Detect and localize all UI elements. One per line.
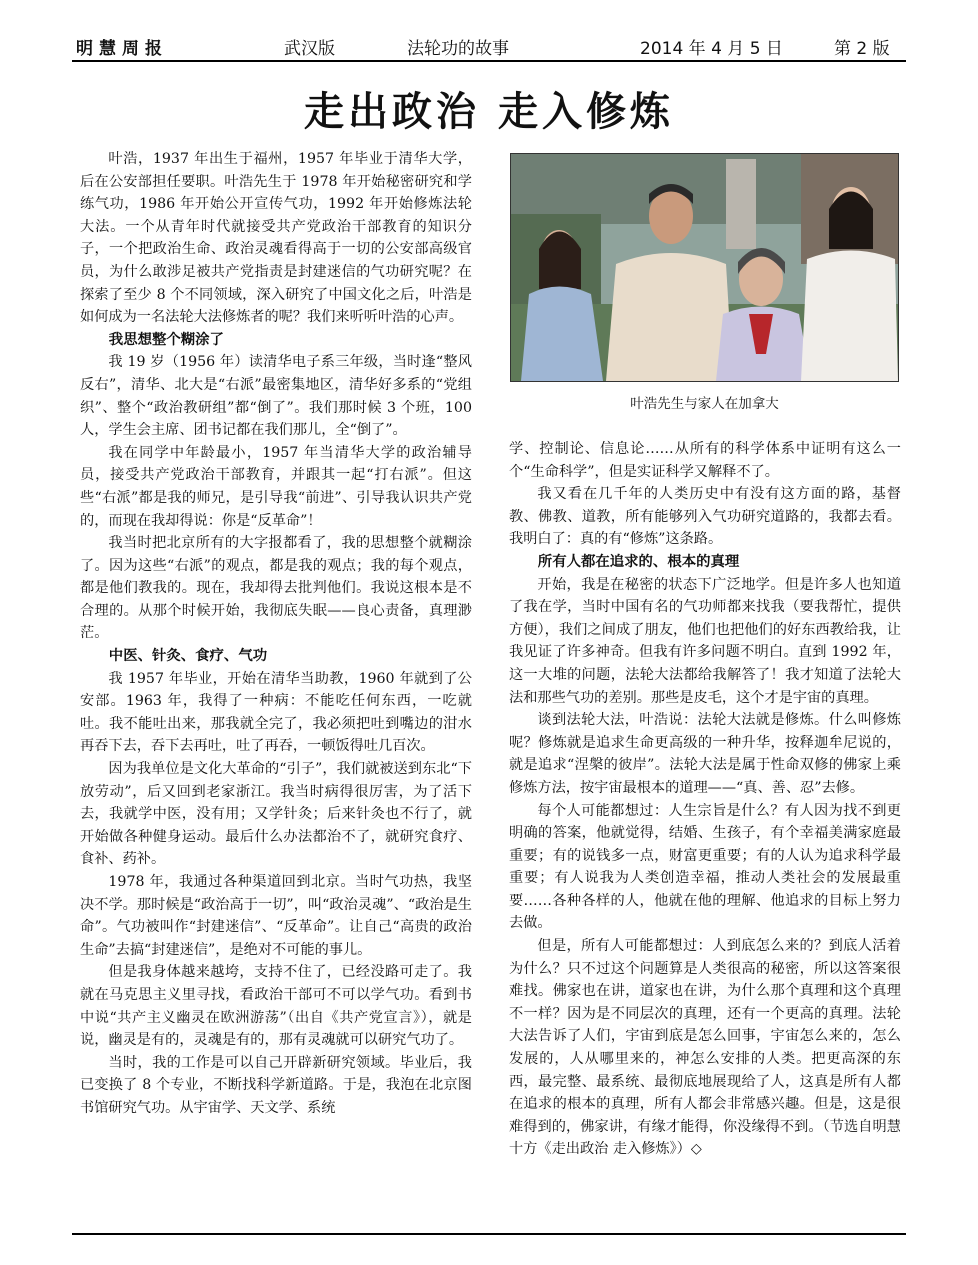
- family-photo-illustration: [511, 154, 898, 381]
- section-heading: 我思想整个糊涂了: [108, 331, 224, 348]
- section-label: 法轮功的故事: [407, 39, 509, 59]
- right-column: [509, 438, 901, 1161]
- issue-date: 2014 年 4 月 5 日: [640, 39, 783, 59]
- article-paragraph: 我 1957 年毕业，开始在清华当助教，1960 年就到了公安部。1963 年，我得了一种病：不能吃任何东西，一吃就吐。我不能吐出来，那我就全完了，我必须把吐到嘴边的泔水再吞下去，吞下去再吐，吐了再吞，一顿饭得吐几百次。: [80, 670, 472, 755]
- article-paragraph: 每个人可能都想过：人生宗旨是什么？有人因为找不到更明确的答案，他就觉得，结婚、生孩子，有个幸福美满家庭最重要；有的说钱多一点，财富更重要；有的人认为追求科学最重要；有人说我为人类创造幸福，推动人类社会的发展最重要……各种各样的人，他就在他的理解、他追求的目标上努力去做。: [509, 802, 901, 932]
- publication-name: 明慧周报: [76, 39, 168, 59]
- article-paragraph: 谈到法轮大法，叶浩说：法轮大法就是修炼。什么叫修炼呢？修炼就是追求生命更高级的一种升华，按释迦牟尼说的，就是追求“涅槃的彼岸”。法轮大法是属于性命双修的佛家上乘修炼方法，按宇宙最根本的道理——“真、善、忍”去修。: [509, 712, 901, 796]
- article-paragraph: 我当时把北京所有的大字报都看了，我的思想整个就糊涂了。因为这些“右派”的观点，都是我的观点；我的每个观点，都是他们教我的。现在，我却得去批判他们。我说这根本是不合理的。从那个时候开始，我彻底失眠——良心责备，真理渺茫。: [80, 535, 472, 642]
- left-column: [80, 148, 472, 1120]
- article-paragraph: 因为我单位是文化大革命的“引子”，我们就被送到东北“下放劳动”，后又回到老家浙江。我当时病得很厉害，为了活下去，我就学中医，没有用；又学针灸；后来针灸也不行了，就开始做各种健身运动。最后什么办法都治不了，就研究食疗、食补、药补。: [80, 761, 472, 868]
- masthead: [72, 34, 906, 60]
- article-paragraph: 叶浩，1937 年出生于福州，1957 年毕业于清华大学，后在公安部担任要职。叶浩先生于 1978 年开始秘密研究和学练气功，1986 年开始公开宣传气功，1992 年开始修炼法轮大法。一个从青年时代就接受共产党政治干部教育的知识分子，一个把政治生命、政治灵魂看得高于一切的公安部高级官员，为什么敢涉足被共产党指责是封建迷信的气功研究呢？在探索了至少 8 个不同领域，深入研究了中国文化之后，叶浩是如何成为一名法轮大法修炼者的呢？我们来听听叶浩的心声。: [80, 151, 472, 326]
- header-divider: [72, 60, 906, 62]
- section-heading: 所有人都在追求的、根本的真理: [537, 553, 740, 570]
- article-title: 走出政治 走入修炼: [304, 89, 674, 135]
- article-paragraph: 我在同学中年龄最小，1957 年当清华大学的政治辅导员，接受共产党政治干部教育，并跟其一起“打右派”。但这些“右派”都是我的师兄，是引导我“前进”、引导我认识共产党的，而现在我却得说：你是“反革命”！: [80, 444, 472, 529]
- photo-caption: 叶浩先生与家人在加拿大: [630, 396, 779, 412]
- edition-label: 武汉版: [284, 39, 335, 59]
- article-paragraph: 当时，我的工作是可以自己开辟新研究领域。毕业后，我已变换了 8 个专业，不断找科学新道路。于是，我泡在北京图书馆研究气功。从宇宙学、天文学、系统: [80, 1054, 472, 1116]
- article-paragraph: 1978 年，我通过各种渠道回到北京。当时气功热，我坚决不学。那时候是“政治高于一切”，叫“政治灵魂”、“政治是生命”。气功被叫作“封建迷信”、“反革命”。让自己“高贵的政治生命”去搞“封建迷信”，是绝对不可能的事儿。: [80, 874, 472, 958]
- section-heading: 中医、针灸、食疗、气功: [108, 648, 268, 665]
- article-paragraph: 但是，所有人可能都想过：人到底怎么来的？到底人活着为什么？只不过这个问题算是人类很高的秘密，所以这答案很难找。佛家也在讲，道家也在讲，为什么那个真理和这个真理不一样？因为是不同层次的真理，还有一个更高的真理。法轮大法告诉了人们，宇宙到底是怎么回事，宇宙怎么来的，怎么发展的，人从哪里来的，神怎么安排的人类。把更高深的东西，最完整、最系统、最彻底地展现给了人，这真是所有人都在追求的根本的真理，所有人都会非常感兴趣。但是，这是很难得到的，佛家讲，有缘才能得，你没缘得不到。（节选自明慧十方《走出政治 走入修炼》）◇: [509, 938, 901, 1158]
- page-number: 第 2 版: [834, 39, 890, 59]
- footer-divider: [72, 1233, 906, 1235]
- article-paragraph: 我 19 岁（1956 年）读清华电子系三年级，当时逢“整风反右”，清华、北大是“右派”最密集地区，清华好多系的“党组织”、整个“政治教研组”都“倒了”。我们那时候 3 个班，100 人，学生会主席、团书记都在我们那儿，全“倒了”。: [80, 354, 472, 439]
- article-paragraph: 开始，我是在秘密的状态下广泛地学。但是许多人也知道了我在学，当时中国有名的气功师都来找我（要我帮忙，提供方便），我们之间成了朋友，他们也把他们的好东西教给我，让我见证了许多神奇。但我有许多问题不明白。直到 1992 年，这一大堆的问题，法轮大法都给我解答了！我才知道了法轮大法和那些气功的差别。那些是皮毛，这个才是宇宙的真理。: [509, 576, 901, 706]
- article-paragraph: 但是我身体越来越垮，支持不住了，已经没路可走了。我就在马克思主义里寻找，看政治干部可不可以学气功。看到书中说“共产主义幽灵在欧洲游荡”（出自《共产党宣言》），就是说，幽灵是有的，灵魂是有的，那有灵魂就可以研究气功了。: [80, 964, 472, 1049]
- article-paragraph: 我又看在几千年的人类历史中有没有这方面的路，基督教、佛教、道教，所有能够列入气功研究道路的，我都去看。我明白了：真的有“修炼”这条路。: [509, 486, 901, 548]
- family-photo: [510, 153, 899, 382]
- article-paragraph: 学、控制论、信息论……从所有的科学体系中证明有这么一个“生命科学”，但是实证科学又解释不了。: [509, 441, 901, 480]
